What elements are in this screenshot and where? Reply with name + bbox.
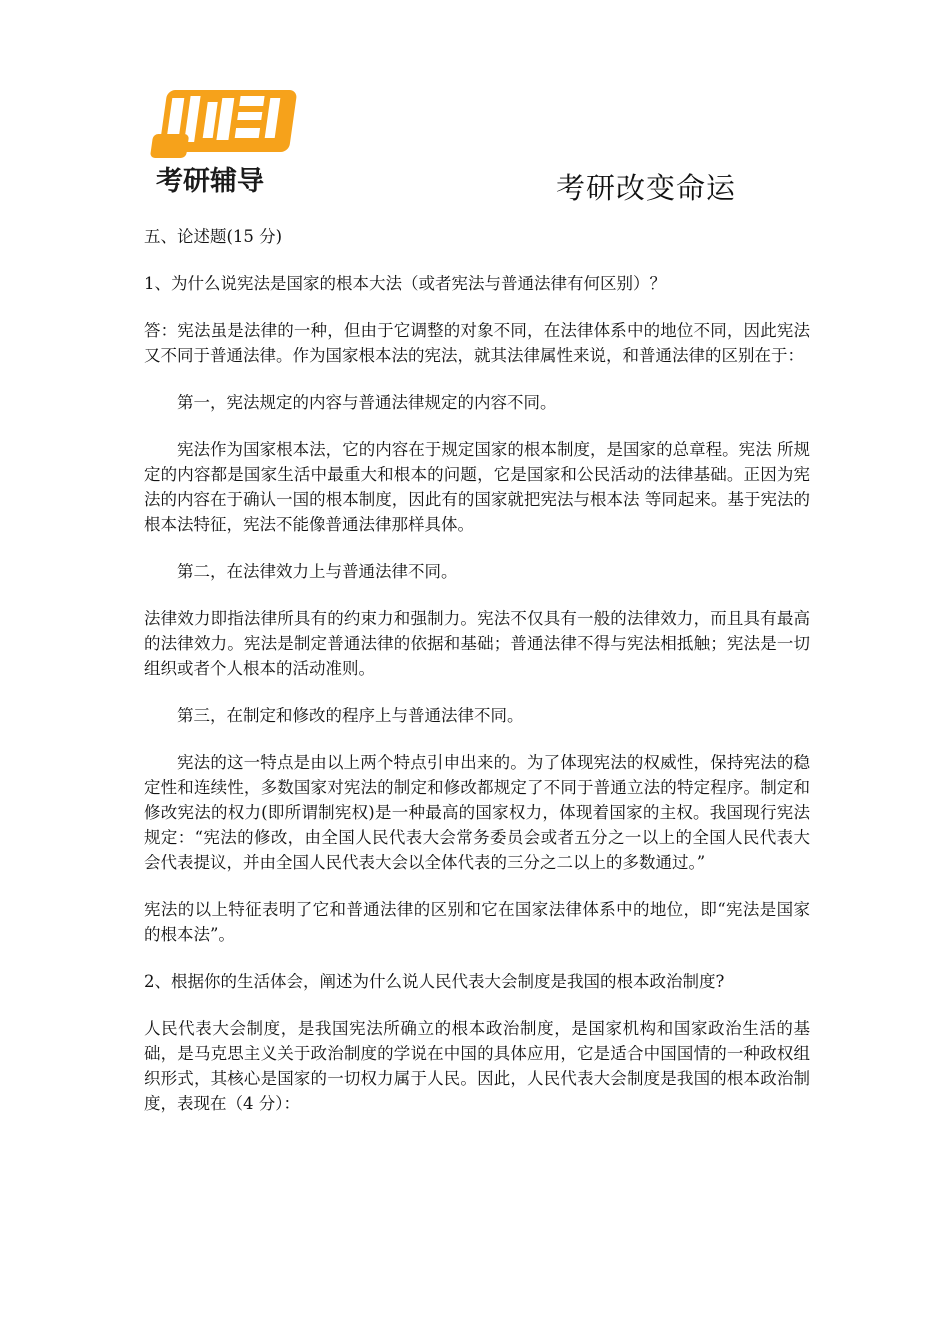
- slogan: 考研改变命运: [556, 171, 737, 205]
- logo-subtitle: 考研辅导: [156, 166, 264, 197]
- logo: [150, 86, 300, 198]
- point-1-body: 宪法作为国家根本法，它的内容在于规定国家的根本制度，是国家的总章程。宪法 所规定的内容都是国家生活中最重大和根本的问题，它是国家和公民活动的法律基础。正因为宪法的内容在于确认一国的根本制度，因此有的国家就把宪法与根本法 等同起来。基于宪法的根本法特征，宪法不能像普通法律那样具体。: [144, 440, 810, 534]
- question-1: 1、为什么说宪法是国家的根本大法（或者宪法与普通法律有何区别）？: [144, 274, 666, 293]
- logo-graphic: [150, 86, 300, 198]
- point-2-heading: 第二，在法律效力上与普通法律不同。: [177, 562, 458, 581]
- point-2-body: 法律效力即指法律所具有的约束力和强制力。宪法不仅具有一般的法律效力，而且具有最高的法律效力。宪法是制定普通法律的依据和基础；普通法律不得与宪法相抵触；宪法是一切组织或者个人根本的活动准则。: [144, 609, 810, 678]
- question-2: 2、根据你的生活体会，阐述为什么说人民代表大会制度是我国的根本政治制度?: [144, 972, 725, 991]
- section-title: 五、论述题(15 分): [144, 227, 283, 246]
- point-3-heading: 第三，在制定和修改的程序上与普通法律不同。: [177, 706, 524, 725]
- answer-1-intro: 答：宪法虽是法律的一种，但由于它调整的对象不同，在法律体系中的地位不同，因此宪法又不同于普通法律。作为国家根本法的宪法，就其法律属性来说，和普通法律的区别在于：: [144, 321, 810, 365]
- answer-1-conclusion: 宪法的以上特征表明了它和普通法律的区别和它在国家法律体系中的地位，即“宪法是国家的根本法”。: [144, 900, 810, 944]
- answer-2-intro: 人民代表大会制度，是我国宪法所确立的根本政治制度，是国家机构和国家政治生活的基础，是马克思主义关于政治制度的学说在中国的具体应用，它是适合中国国情的一种政权组织形式，其核心是国家的一切权力属于人民。因此，人民代表大会制度是我国的根本政治制度，表现在（4 分）：: [144, 1019, 810, 1113]
- document-body: [144, 224, 810, 1138]
- point-3-body: 宪法的这一特点是由以上两个特点引申出来的。为了体现宪法的权威性，保持宪法的稳定性和连续性，多数国家对宪法的制定和修改都规定了不同于普通立法的特定程序。制定和修改宪法的权力(即所谓制宪权)是一种最高的国家权力，体现着国家的主权。我国现行宪法规定：“宪法的修改，由全国人民代表大会常务委员会或者五分之一以上的全国人民代表大会代表提议，并由全国人民代表大会以全体代表的三分之二以上的多数通过。”: [144, 753, 810, 872]
- point-1-heading: 第一，宪法规定的内容与普通法律规定的内容不同。: [177, 393, 557, 412]
